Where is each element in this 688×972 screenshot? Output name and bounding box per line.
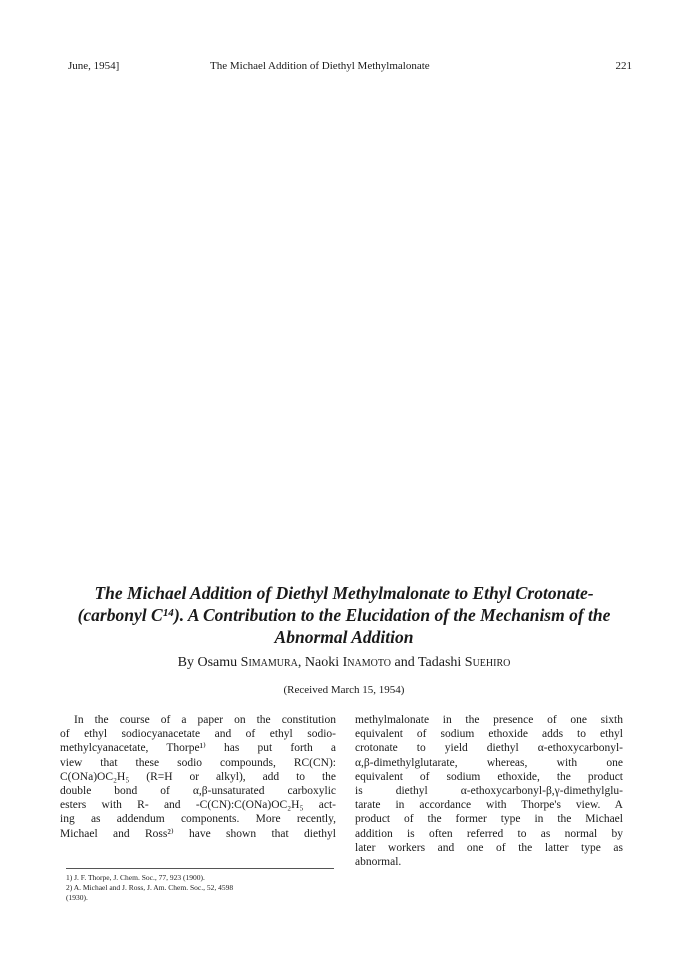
title-line: The Michael Addition of Diethyl Methylmalonate to Ethyl Crotonate-	[94, 583, 594, 603]
text-line: Michael and Ross²⁾ have shown that diethyl	[60, 827, 336, 840]
text-line: C(ONa)OC₂H₅ (R=H or alkyl), add to the	[60, 770, 336, 783]
author-1-last: Simamura	[240, 655, 298, 670]
text-line: view that these sodio compounds, RC(CN):	[60, 756, 336, 769]
by-label: By	[177, 655, 194, 670]
page-number: 221	[615, 60, 632, 72]
footnote: 1) J. F. Thorpe, J. Chem. Soc., 77, 923 (1900).	[66, 873, 205, 882]
text-line: abnormal.	[355, 856, 402, 869]
text-line: addition is often referred to as normal by	[355, 827, 623, 840]
author-1-first: Osamu	[197, 655, 238, 670]
title-line: (carbonyl C¹⁴). A Contribution to the Elucidation of the Mechanism of the	[77, 605, 611, 625]
text-line: α,β-dimethylglutarate, whereas, with one	[355, 756, 623, 769]
footnotes	[66, 868, 334, 903]
body-column-right	[355, 713, 623, 869]
text-line: tarate in accordance with Thorpe's view. A	[355, 799, 623, 812]
text-line: equivalent of sodium ethoxide adds to ethyl	[355, 728, 623, 741]
text-line: product of the former type in the Michael	[355, 813, 623, 826]
text-line: ing as addendum components. More recently,	[60, 813, 336, 826]
text-line: of ethyl sodiocyanacetate and of ethyl sodio-	[60, 728, 336, 741]
author-3-first: Tadashi	[417, 655, 462, 670]
running-header-title: The Michael Addition of Diethyl Methylmalonate	[210, 60, 430, 72]
running-header-date: June, 1954]	[68, 60, 120, 72]
text-line: methylcyanacetate, Thorpe¹⁾ has put forth a	[60, 742, 336, 755]
author-line: By Osamu Simamura, Naoki Inamoto and Tadashi Suehiro	[177, 655, 511, 670]
text-line: is diethyl α-ethoxycarbonyl-β,γ-dimethylglu-	[355, 785, 623, 798]
author-3-last: Suehiro	[464, 655, 511, 670]
footnote: 2) A. Michael and J. Ross, J. Am. Chem. Soc., 52, 4598	[66, 883, 234, 892]
body-column-left	[60, 713, 336, 841]
article-title	[56, 582, 632, 648]
received-date: (Received March 15, 1954)	[283, 684, 405, 696]
footnote: (1930).	[66, 893, 88, 902]
and-label: and	[394, 655, 415, 670]
text-line: crotonate to yield diethyl α-ethoxycarbonyl-	[355, 742, 623, 755]
text-line: equivalent of sodium ethoxide, the product	[355, 770, 623, 783]
author-2-first: Naoki	[304, 655, 340, 670]
text-line: esters with R- and -C(CN):C(ONa)OC₂H₅ act-	[60, 799, 336, 812]
title-line: Abnormal Addition	[274, 627, 414, 647]
author-2-last: Inamoto	[342, 655, 391, 670]
text-line: later workers and one of the latter type as	[355, 841, 623, 854]
text-line: In the course of a paper on the constitution	[74, 714, 336, 726]
text-line: methylmalonate in the presence of one sixth	[355, 714, 623, 726]
text-line: double bond of α,β-unsaturated carboxylic	[60, 785, 336, 798]
